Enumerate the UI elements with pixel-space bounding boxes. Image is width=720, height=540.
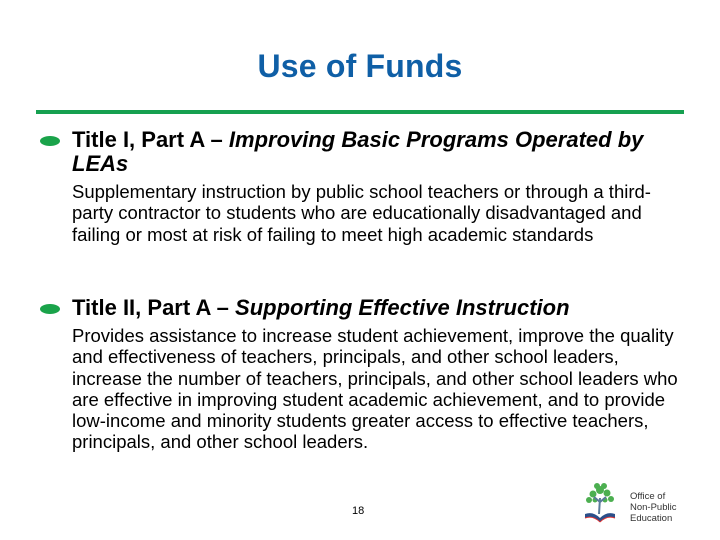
- page-number: 18: [352, 505, 365, 517]
- bullet-description: Supplementary instruction by public school teachers or through a third-party contractor to students who are educationally disadvantaged and failing or most at risk of failing to meet high academic standards: [72, 181, 651, 245]
- heading-plain: Title II, Part A –: [72, 295, 236, 320]
- bullet-description: Provides assistance to increase student achievement, improve the quality and effectiveness of teachers, principals, and other school leaders, increase the number of teachers, principals, and other school leaders who are effective in improving student academic achievement, and to provide low-income and minority students greater access to effective teachers, principals, and other school leaders.: [72, 325, 678, 453]
- heading-italic: Improving Basic Programs Operated by LEAs: [72, 127, 644, 176]
- bullet-title-two: [36, 296, 686, 453]
- bullet-title-one: [36, 128, 686, 245]
- title-divider: [36, 110, 684, 114]
- bullet-heading: [36, 128, 686, 176]
- logo-text: Office of Non-Public Education: [630, 491, 677, 524]
- bullet-dot-icon: [40, 304, 60, 314]
- slide-title: Use of Funds: [257, 48, 463, 84]
- bullet-dot-icon: [40, 136, 60, 146]
- heading-plain: Title I, Part A –: [72, 127, 229, 152]
- heading-italic: Supporting Effective Instruction: [235, 295, 570, 320]
- bullet-heading: [36, 296, 686, 320]
